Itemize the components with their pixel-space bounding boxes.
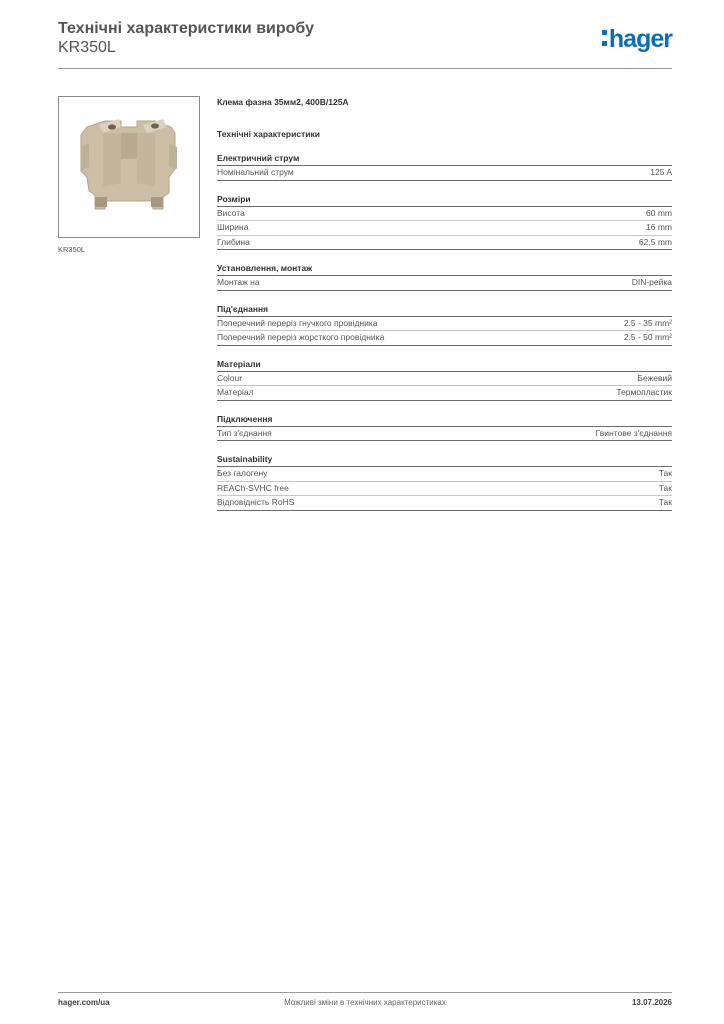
spec-label: REACh-SVHC free [217, 482, 289, 493]
header-divider [58, 68, 672, 69]
product-image [58, 96, 200, 238]
spec-label: Номінальний струм [217, 167, 294, 177]
spec-label: Поперечний переріз гнучкого провідника [217, 317, 378, 328]
spec-label: Висота [217, 207, 245, 218]
spec-section [217, 303, 672, 346]
logo-text: hager [608, 25, 672, 53]
hager-logo [602, 25, 672, 54]
logo-dots-icon [602, 30, 607, 46]
spec-section [217, 358, 672, 401]
spec-value: 2.5 - 35 mm² [623, 317, 672, 328]
spec-label: Матеріал [217, 387, 254, 397]
product-name: Клема фазна 35мм2, 400В/125А [217, 97, 349, 107]
spec-value: 62,5 mm [638, 236, 672, 247]
section-title: Матеріали [217, 358, 672, 372]
spec-row [217, 221, 672, 236]
image-caption: KR350L [58, 245, 86, 254]
spec-label: Відповідність RoHS [217, 497, 295, 507]
spec-sections [217, 152, 672, 511]
document-header [58, 20, 672, 68]
spec-row [217, 317, 672, 332]
spec-value: DIN-рейка [631, 277, 672, 287]
spec-row [217, 496, 672, 511]
spec-label: Без галогену [217, 468, 268, 478]
spec-row [217, 166, 672, 181]
product-code: KR350L [58, 39, 116, 56]
spec-row [217, 236, 672, 251]
spec-table [217, 97, 672, 511]
spec-row [217, 207, 672, 222]
spec-value: Гвинтове з'єднання [595, 427, 672, 438]
spec-value: Так [658, 482, 672, 493]
spec-row [217, 331, 672, 346]
spec-row [217, 372, 672, 387]
footer-date: 13.07.2026 [631, 998, 672, 1007]
spec-label: Тип з'єднання [217, 427, 272, 438]
terminal-block-image [59, 97, 199, 237]
spec-row [217, 482, 672, 497]
footer-disclaimer: Можливі зміни в технічних характеристиках [284, 998, 446, 1007]
spec-row [217, 276, 672, 291]
document-title: Технічні характеристики виробу [58, 20, 314, 37]
spec-label: Поперечний переріз жорсткого провідника [217, 332, 385, 342]
spec-section [217, 453, 672, 511]
spec-value: Так [658, 497, 672, 507]
spec-row [217, 386, 672, 401]
footer-divider [58, 992, 672, 993]
section-title: Sustainability [217, 453, 672, 467]
section-title: Підключення [217, 413, 672, 427]
section-title: Установлення, монтаж [217, 262, 672, 276]
footer-website: hager.com/ua [58, 998, 110, 1007]
spec-label: Colour [217, 372, 243, 383]
section-title: Розміри [217, 193, 672, 207]
spec-label: Монтаж на [217, 277, 260, 287]
spec-row [217, 427, 672, 442]
section-title: Електричний струм [217, 152, 672, 166]
spec-heading: Технічні характеристики [217, 129, 320, 139]
spec-value: 2.5 - 50 mm² [623, 332, 672, 342]
spec-section [217, 152, 672, 181]
spec-row [217, 467, 672, 482]
spec-section [217, 413, 672, 442]
spec-section [217, 193, 672, 251]
spec-value: Бежевий [637, 372, 672, 383]
spec-section [217, 262, 672, 291]
spec-value: 16 mm [646, 222, 672, 232]
spec-value: 125 A [650, 167, 672, 177]
spec-label: Глибина [217, 236, 250, 247]
spec-label: Ширина [217, 222, 249, 232]
spec-value: Термопластик [616, 387, 672, 397]
section-title: Під'єднання [217, 303, 672, 317]
spec-value: Так [658, 468, 672, 478]
spec-value: 60 mm [646, 207, 672, 218]
